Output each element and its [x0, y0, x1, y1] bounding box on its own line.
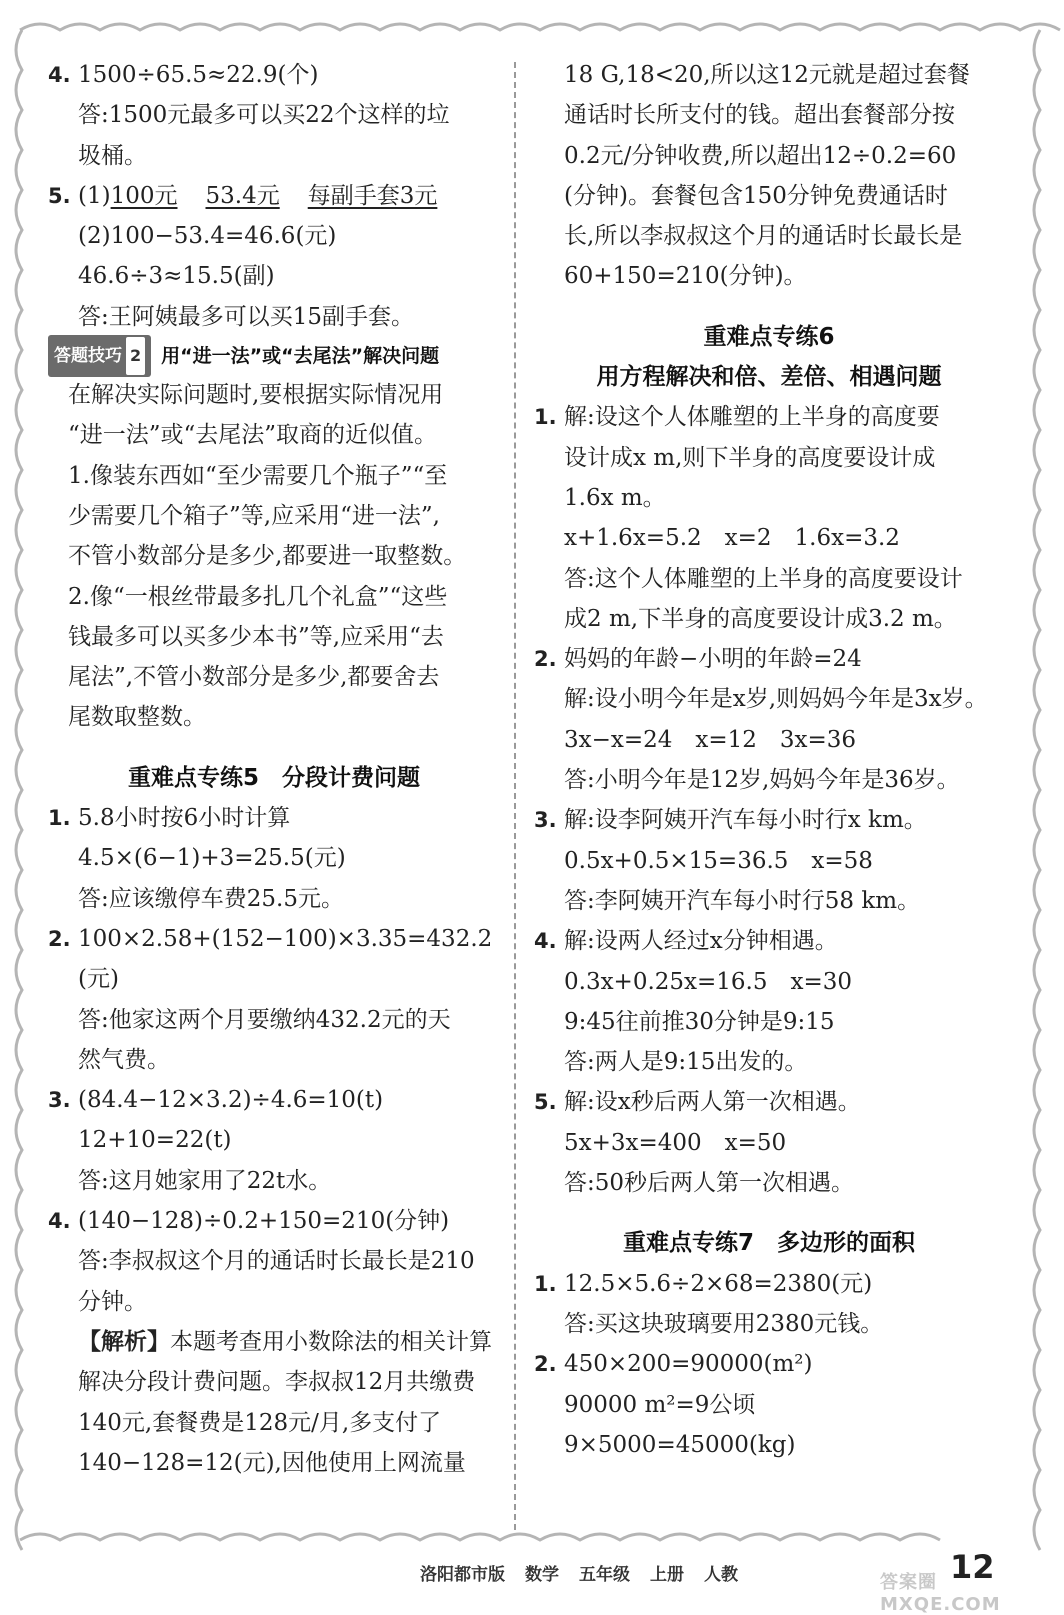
question-number: 1. [534, 1271, 557, 1296]
tip-line: 钱最多可以买多少本书”等,应采用“去 [68, 623, 444, 650]
footer-item: 人教 [704, 1565, 738, 1585]
answer-line: 0.5x+0.5×15=36.5 x=58 [564, 847, 873, 874]
question-first-line [48, 1201, 500, 1241]
question-number: 4. [48, 63, 71, 87]
tip-body [48, 375, 500, 738]
tip-header [48, 337, 500, 375]
answer-line: 9:45往前推30分钟是9:15 [564, 1008, 835, 1035]
equation: (2)100−53.4=46.6(元) [78, 223, 337, 250]
answer-text: 答:王阿姨最多可以买15副手套。 [78, 303, 415, 330]
footer-item: 洛阳都市版 [420, 1565, 505, 1585]
question-number: 1. [48, 806, 71, 831]
continued-analysis [534, 55, 1004, 297]
answer-line: 分钟。 [78, 1288, 147, 1315]
answer-line: 100×2.58+(152−100)×3.35=432.2 [78, 925, 493, 952]
question-first-line [48, 798, 500, 838]
section-6-answers [534, 397, 1004, 1203]
answer-line: 解:设这个人体雕塑的上半身的高度要 [564, 404, 940, 431]
question-number: 4. [534, 929, 557, 954]
equation: 46.6÷3≈15.5(副) [78, 263, 275, 290]
equation: 1500÷65.5≈22.9(个) [78, 62, 319, 88]
section-7-answers [534, 1264, 1004, 1465]
analysis-line: 60+150=210(分钟)。 [564, 263, 807, 290]
analysis-line: 140−128=12(元),因他使用上网流量 [78, 1449, 466, 1476]
answer-line: 0.3x+0.25x=16.5 x=30 [564, 968, 852, 995]
answer-line: 1.6x m。 [564, 484, 666, 511]
footer-item: 上册 [650, 1565, 684, 1585]
question-first-line [48, 1080, 500, 1120]
answer-line: 4.5×(6−1)+3=25.5(元) [78, 845, 346, 872]
answer-line: 90000 m²=9公顷 [564, 1391, 756, 1418]
answer-text: 答:1500元最多可以买22个这样的垃 [78, 102, 450, 129]
analysis-line: (分钟)。套餐包含150分钟免费通话时 [564, 182, 948, 209]
question-number: 2. [534, 1352, 557, 1377]
footer-item: 数学 [525, 1565, 559, 1585]
analysis-line: 0.2元/分钟收费,所以超出12÷0.2=60 [564, 142, 957, 169]
question-first-line [534, 1344, 1004, 1384]
question-number: 4. [48, 1209, 71, 1234]
answer-line: 答:50秒后两人第一次相遇。 [564, 1170, 855, 1197]
answer-line: 解:设小明今年是x岁,则妈妈今年是3x岁。 [564, 686, 988, 713]
answer-line: 解:设李阿姨开汽车每小时行x km。 [564, 807, 927, 834]
answer-4 [48, 55, 500, 95]
analysis-line: 18 G,18<20,所以这12元就是超过套餐 [564, 62, 970, 88]
answer-line: (140−128)÷0.2+150=210(分钟) [78, 1208, 450, 1235]
tip-title: 用“进一法”或“去尾法”解决问题 [161, 345, 440, 368]
answer-line: 答:买这块玻璃要用2380元钱。 [564, 1310, 884, 1337]
answer-line: 然气费。 [78, 1046, 170, 1073]
answer-text: 圾桶。 [78, 142, 147, 169]
filled-blank: 53.4元 [205, 182, 280, 209]
analysis-text: 本题考查用小数除法的相关计算 [170, 1328, 492, 1355]
answer-line: 5.8小时按6小时计算 [78, 805, 291, 832]
answer-line: 答:应该缴停车费25.5元。 [78, 885, 344, 912]
analysis-first-line [48, 1322, 500, 1362]
tip-line: 尾数取整数。 [68, 704, 206, 731]
answer-line: 3x−x=24 x=12 3x=36 [564, 726, 857, 753]
section-title: 重难点专练7 多边形的面积 [622, 1230, 915, 1257]
answer-line: 设计成x m,则下半身的高度要设计成 [564, 444, 936, 471]
left-column [48, 55, 500, 1483]
analysis-line: 长,所以李叔叔这个月的通话时长最长是 [564, 223, 963, 250]
answer-5 [48, 176, 500, 216]
right-column [534, 55, 1004, 1465]
question-first-line [48, 919, 500, 959]
footer-info [420, 1560, 738, 1585]
column-divider [514, 62, 516, 1530]
tip-number: 2 [126, 337, 145, 375]
section-title: 重难点专练5 分段计费问题 [127, 764, 420, 791]
tip-line: “进一法”或“去尾法”取商的近似值。 [68, 422, 438, 449]
page-number: 12 [950, 1548, 995, 1586]
answer-line: 答:两人是9:15出发的。 [564, 1049, 808, 1076]
answer-line: 12.5×5.6÷2×68=2380(元) [564, 1270, 873, 1297]
answer-line: (84.4−12×3.2)÷4.6=10(t) [78, 1087, 384, 1114]
filled-blank: 每副手套3元 [307, 182, 438, 209]
footer-item: 五年级 [579, 1565, 630, 1585]
section-subtitle: 用方程解决和倍、差倍、相遇问题 [596, 364, 942, 391]
question-first-line [534, 397, 1004, 437]
answer-line: 解:设两人经过x分钟相遇。 [564, 928, 838, 955]
question-first-line [534, 800, 1004, 840]
tip-line: 在解决实际问题时,要根据实际情况用 [68, 382, 444, 409]
answer-line: 答:他家这两个月要缴纳432.2元的天 [78, 1006, 451, 1033]
answer-line: 答:李阿姨开汽车每小时行58 km。 [564, 887, 921, 914]
answer-line: 9×5000=45000(kg) [564, 1431, 796, 1458]
question-first-line [534, 921, 1004, 961]
analysis-line: 140元,套餐费是128元/月,多支付了 [78, 1409, 442, 1436]
analysis-label: 【解析】 [78, 1328, 170, 1355]
question-first-line [534, 1264, 1004, 1304]
tip-line: 少需要几个箱子”等,应采用“进一法”, [68, 502, 440, 529]
section-title: 重难点专练6 [703, 323, 835, 350]
answer-line: 12+10=22(t) [78, 1127, 232, 1154]
tip-line: 尾法”,不管小数部分是多少,都要舍去 [68, 664, 440, 691]
question-number: 2. [534, 647, 557, 672]
section-5-answers [48, 798, 500, 1322]
tip-line: 2.像“一根丝带最多扎几个礼盒”“这些 [68, 583, 448, 610]
question-number: 3. [534, 808, 557, 833]
question-first-line [534, 1082, 1004, 1122]
answer-line: 答:这月她家用了22t水。 [78, 1167, 332, 1194]
question-first-line [534, 639, 1004, 679]
question-number: 1. [534, 405, 557, 430]
answer-line: 答:小明今年是12岁,妈妈今年是36岁。 [564, 767, 960, 794]
watermark-logo: 答案圈 MXQE.COM [880, 1572, 1001, 1615]
filled-blank: 100元 [110, 182, 178, 209]
analysis-line: 解决分段计费问题。李叔叔12月共缴费 [78, 1369, 476, 1396]
tip-badge: 答题技巧 2 [48, 335, 151, 377]
question-number: 2. [48, 926, 71, 951]
answer-line: 妈妈的年龄−小明的年龄=24 [564, 646, 862, 673]
answer-line: 450×200=90000(m²) [564, 1351, 813, 1378]
answer-line: 答:李叔叔这个月的通话时长最长是210 [78, 1248, 475, 1275]
part-label: (1) [78, 182, 111, 209]
answer-line: 5x+3x=400 x=50 [564, 1129, 787, 1156]
answer-line: x+1.6x=5.2 x=2 1.6x=3.2 [564, 525, 900, 552]
question-number: 5. [534, 1090, 557, 1115]
question-number: 5. [48, 183, 71, 208]
answer-line: (元) [78, 966, 119, 993]
answer-line: 解:设x秒后两人第一次相遇。 [564, 1089, 861, 1116]
question-number: 3. [48, 1088, 71, 1113]
analysis-body [48, 1362, 500, 1483]
tip-line: 不管小数部分是多少,都要进一取整数。 [68, 543, 467, 570]
tip-line: 1.像装东西如“至少需要几个瓶子”“至 [68, 462, 448, 489]
answer-line: 答:这个人体雕塑的上半身的高度要设计 [564, 565, 963, 592]
analysis-line: 通话时长所支付的钱。超出套餐部分按 [564, 102, 955, 129]
answer-line: 成2 m,下半身的高度要设计成3.2 m。 [564, 605, 957, 632]
